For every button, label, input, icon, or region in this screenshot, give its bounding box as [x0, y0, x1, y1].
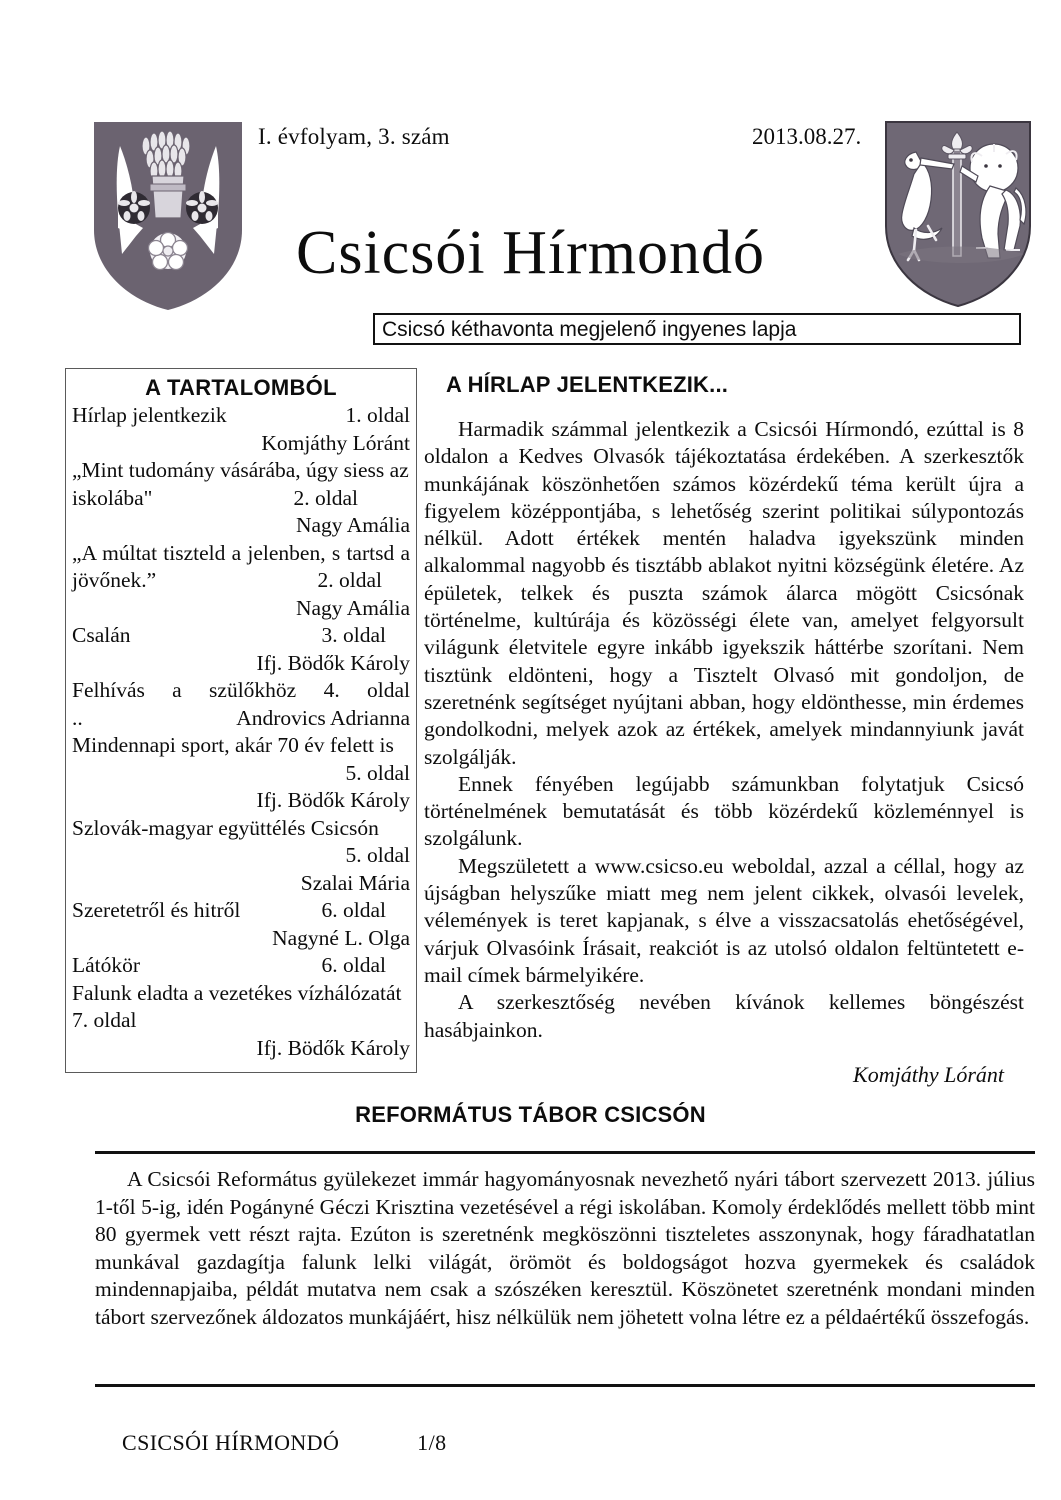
- second-article-heading: REFORMÁTUS TÁBOR CSICSÓN: [355, 1102, 706, 1127]
- divider-top: [95, 1151, 1035, 1154]
- csicso-coat-of-arms-icon: [88, 118, 248, 314]
- toc-entry-author: Komjáthy Lóránt: [261, 430, 410, 455]
- toc-entry-title: Csalán: [72, 623, 131, 647]
- second-article-body: A Csicsói Református gyülekezet immár hagyományosnak nevezhető nyári tábort szervezett 2013. július 1-től 5-ig, idén Pogányné Géczi Krisztina vezetésével a régi iskolában. Komoly érdeklődés mellett több mint 80 gyermek vett részt rajta. Ezúton is szeretnénk megköszönni tiszteletes asszonynak, hogy fáradhatatlan munkával gazdagítja falunk lelki világát, örömöt és boldogságot hozva gyermekek és családok mindennapjaiba, példát mutatva nem csak a szószéken keresztül. Köszönetet szeretnénk mondani minden tábort szervezőnek áldozatos munkájáért, hisz nélkülük nem jöhetett volna létre ez a példaértékű összefogás.: [95, 1167, 1035, 1329]
- toc-entry-title: Mindennapi sport, akár 70 év felett is: [72, 733, 394, 757]
- toc-entry-title: Szlovák-magyar együttélés Csicsón: [72, 815, 379, 840]
- toc-entry-page: 5. oldal: [345, 843, 410, 867]
- lead-article-paragraph: Ennek fényében legújabb számunkban folytatjuk Csicsó történelmének bemutatását és több közérdekű közleménnyel is szolgálunk.: [424, 771, 1024, 851]
- list-item: [72, 897, 410, 925]
- lead-article-heading: A HÍRLAP JELENTKEZIK...: [446, 372, 729, 397]
- lead-article-signature: Komjáthy Lóránt: [853, 1062, 1004, 1087]
- toc-entry-page: 6. oldal: [321, 953, 386, 977]
- page-title: Csicsói Hírmondó: [296, 219, 765, 287]
- list-item: [72, 677, 410, 705]
- toc-entry-page: 1. oldal: [345, 403, 410, 427]
- toc-entry-title: „A múltat tiszteld a jelenben, s tartsd a: [72, 540, 410, 565]
- toc-entry-author: Ifj. Bödők Károly: [256, 650, 410, 675]
- toc-entry-page: 4. oldal: [323, 678, 411, 702]
- footer-page-number: 1/8: [417, 1430, 447, 1455]
- toc-entry-author: Ifj. Bödők Károly: [256, 788, 410, 812]
- toc-entry-page: 2. oldal: [293, 485, 358, 510]
- issue-number: I. évfolyam, 3. szám: [258, 124, 450, 149]
- toc-entry-author: Androvics Adrianna: [236, 705, 410, 730]
- page-footer: [122, 1430, 522, 1456]
- divider-bottom: [95, 1384, 1035, 1387]
- toc-entry-author: Ifj. Bödők Károly: [256, 1035, 410, 1060]
- toc-entry-title: Falunk eladta a vezetékes vízhálózatát: [72, 980, 402, 1005]
- list-item: [72, 705, 410, 733]
- toc-entry-title-cont: iskolába": [72, 485, 153, 510]
- lead-article-paragraph: A szerkesztőség nevében kívánok kellemes böngészést hasábjainkon.: [424, 990, 1024, 1042]
- toc-entry-page: 2. oldal: [317, 568, 382, 592]
- toc-entry-title-cont: jövőnek.”: [72, 568, 157, 592]
- toc-entry-title: Hírlap jelentkezik: [72, 403, 227, 427]
- list-item: [72, 952, 410, 980]
- list-item: [72, 485, 410, 513]
- toc-entry-page: 6. oldal: [321, 898, 386, 922]
- toc-entry-title: Látókör: [72, 953, 141, 977]
- toc-entry-page: 5. oldal: [345, 760, 410, 785]
- toc-entry-author: Nagy Amália: [295, 513, 410, 537]
- table-of-contents: [65, 368, 417, 1073]
- toc-heading: A TARTALOMBÓL: [145, 375, 337, 400]
- list-item: [72, 622, 410, 650]
- list-item: [72, 402, 410, 430]
- toc-entry-page: 7. oldal: [72, 1008, 137, 1032]
- toc-entry-author: Nagyné L. Olga: [272, 925, 410, 950]
- lead-article: [424, 372, 1024, 1044]
- lead-article-paragraph: Megszületett a www.csicso.eu weboldal, azzal a céllal, hogy az újságban helyszűke miatt meg nem jelent cikkek, olvasói levelek, vélemények is teret kapjanak, s élve a visszacsatolás ehetőségével, várjuk Olvasóink Írásait, reakciót is az utolsó oldalon feltüntetett e-mail címek bármelyikére.: [424, 853, 1024, 987]
- toc-entry-title: Felhívás a szülőkhöz: [72, 678, 297, 702]
- toc-entry-title: Szeretetről és hitről: [72, 898, 241, 922]
- toc-entry-page: 3. oldal: [321, 623, 386, 647]
- toc-entry-dots: ..: [72, 705, 83, 730]
- list-item: [72, 567, 410, 595]
- toc-entry-author: Szalai Mária: [300, 870, 410, 895]
- footer-name: CSICSÓI HÍRMONDÓ: [122, 1430, 340, 1455]
- toc-entry-title: „Mint tudomány vásárába, úgy siess az: [72, 458, 409, 482]
- toc-entry-author: Nagy Amália: [295, 595, 410, 620]
- masthead-subtitle-box: [373, 313, 1021, 345]
- masthead-subtitle: Csicsó kéthavonta megjelenő ingyenes lapja: [382, 318, 797, 341]
- lead-article-paragraph: Harmadik számmal jelentkezik a Csicsói Hírmondó, ezúttal is 8 oldalon a Kedves Olvasók tájékoztatása érdekében. A szerkesztők munkájának köszönhetően számos közérdekű téma került újra a figyelem középpontjába, s lehetőség szerint politikai súlypontozás nélkül. Adott értékek mentén haladva igyekszünk minden alkalommal nagyobb és tisztább ablakot nyitni községünk életére. Az épületek, telkek és puszta számok álarca mögött Csicsónak történelme, kultúrája és közösségi élete van, amelyet felgyorsult világunk életvitele egyre inkább igyekszik háttérbe szorítani. Nem tisztünk eldönteni, hogy a Tisztelt Olvasó mit gondoljon, de szeretnénk segítséget nyújtani abban, hogy eldönthesse, min érdemes gondolkodni, melyek azok az értékek, amelyek mindannyiunk javát szolgálják.: [424, 417, 1024, 769]
- issue-date: 2013.08.27.: [752, 124, 862, 149]
